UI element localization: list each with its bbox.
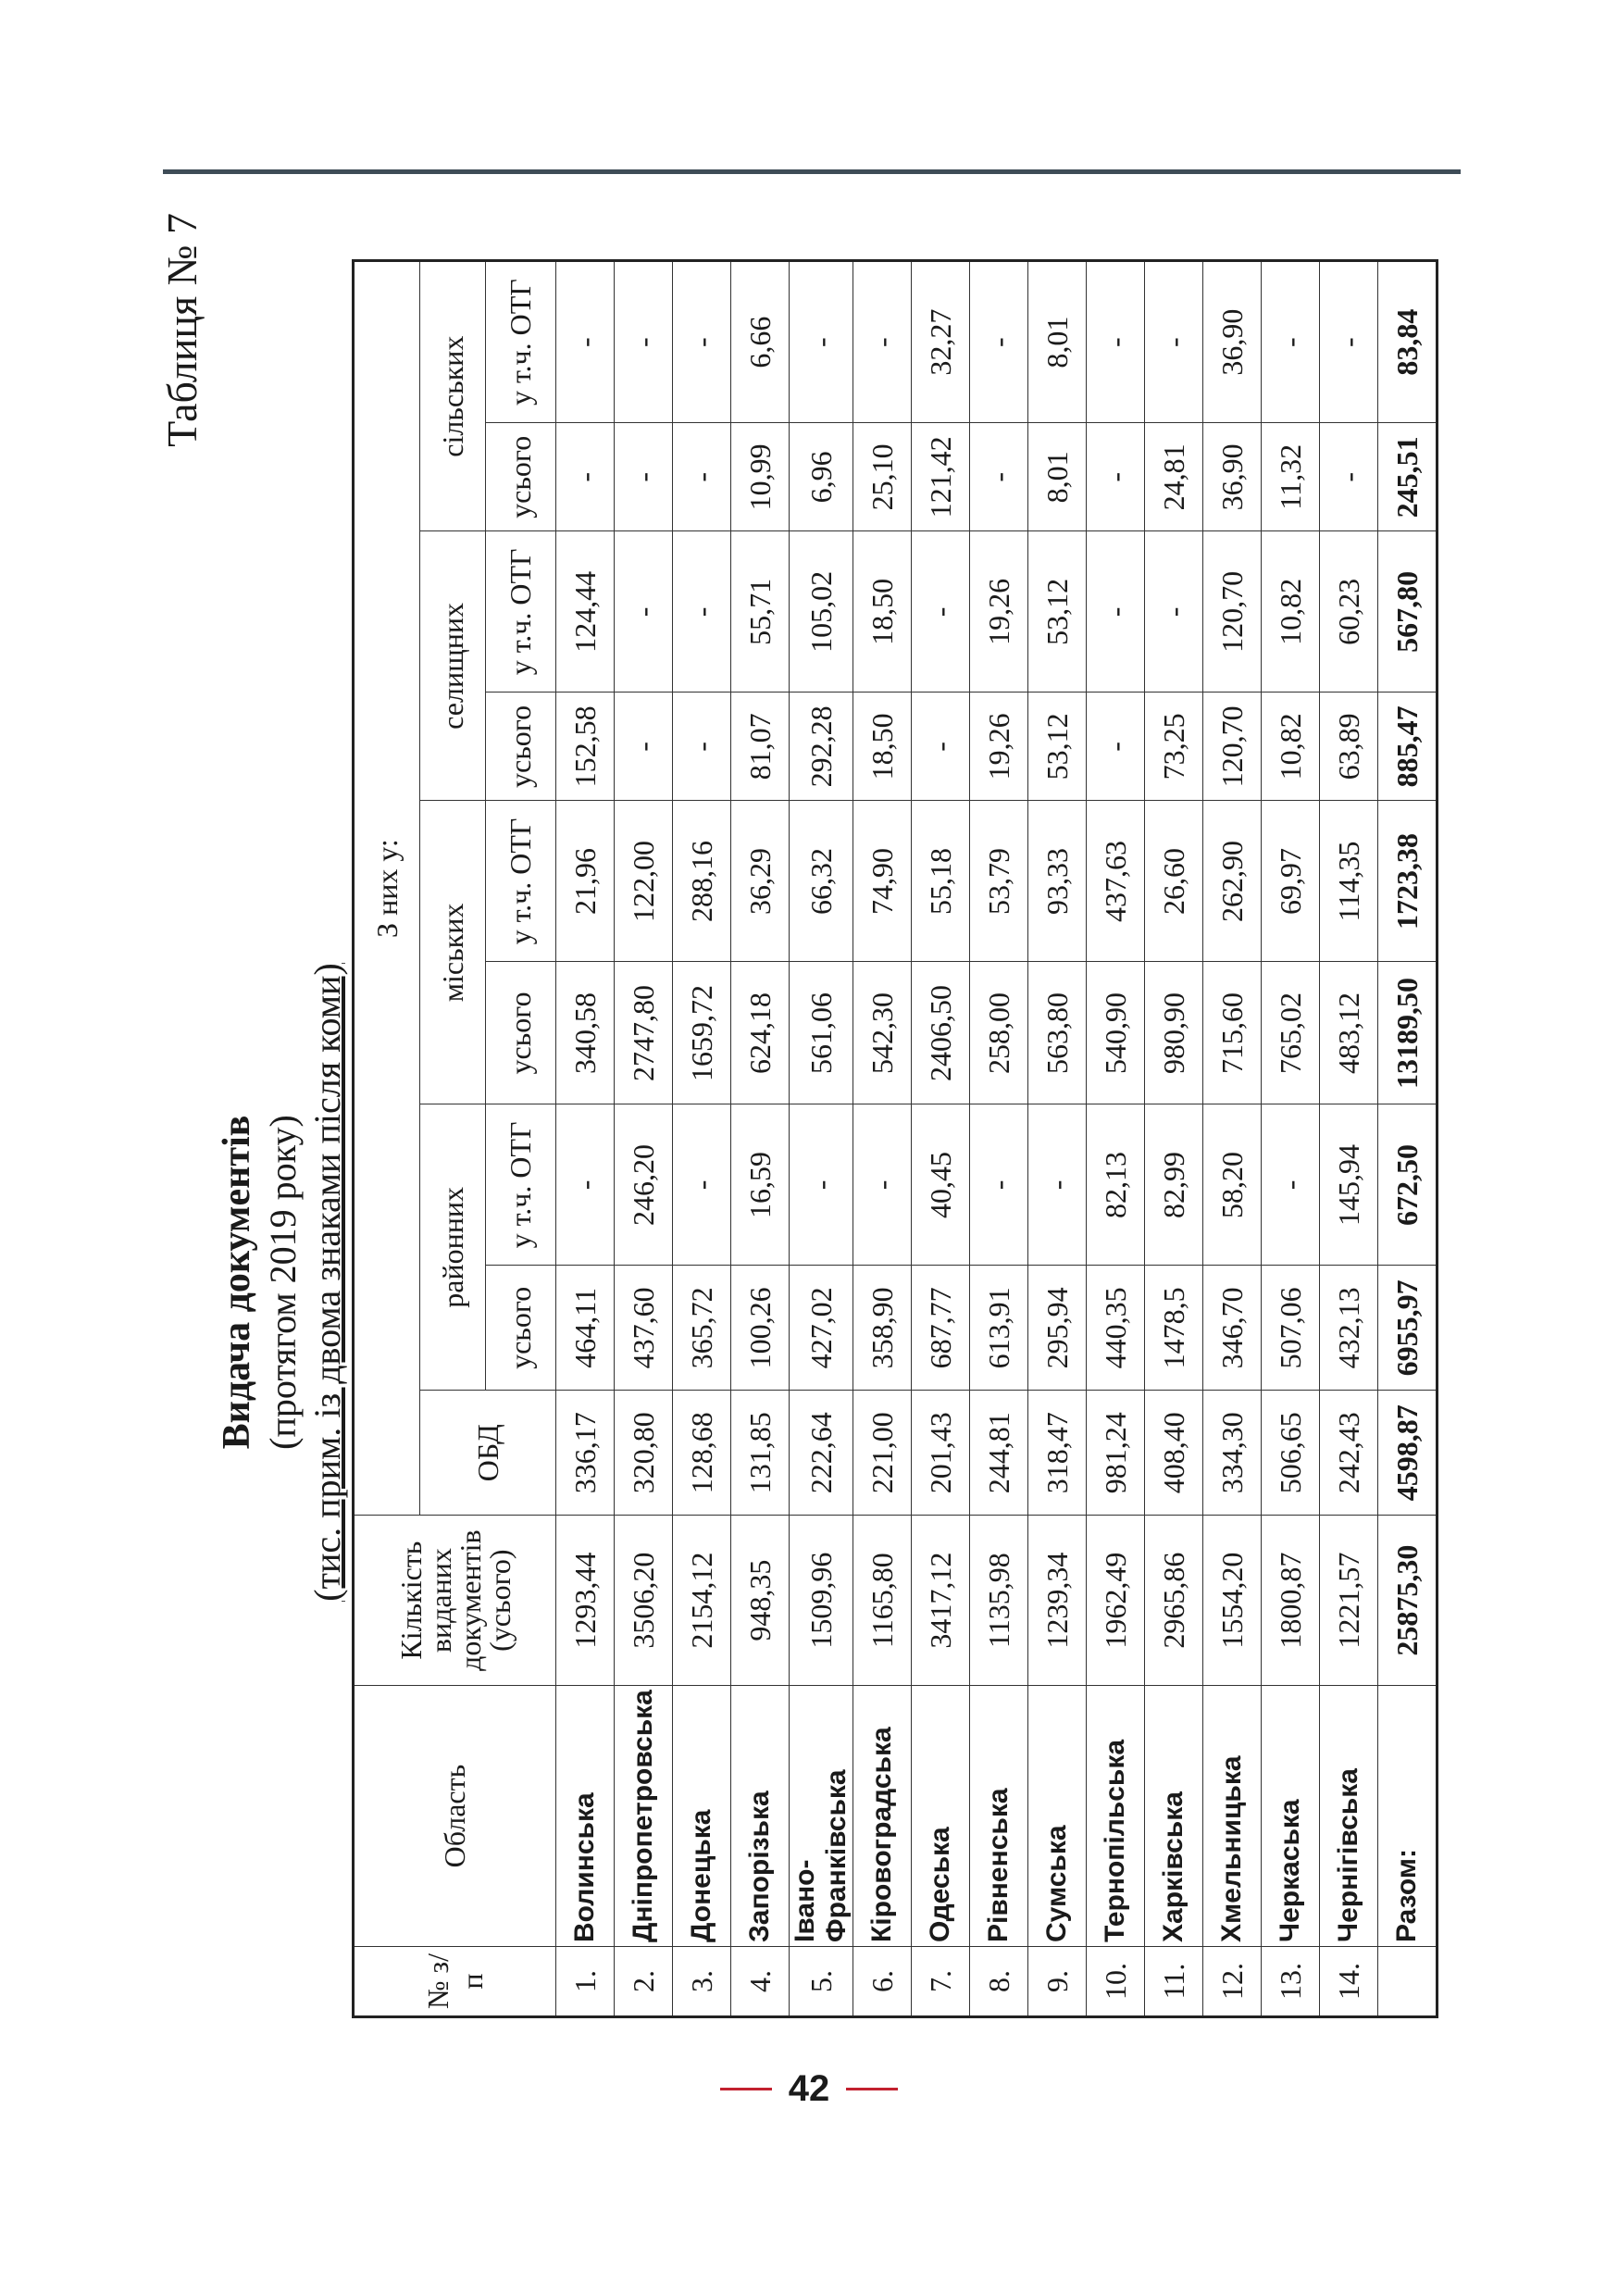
cell-r-all: 507,06 [1262,1266,1320,1391]
footer-dash-right [846,2088,898,2090]
cell-s-otg: 19,26 [970,531,1028,693]
cell-s-all: - [615,693,673,801]
row-number: 1. [556,1947,615,2017]
header-group-district: районних [420,1104,486,1391]
cell-count: 1509,96 [790,1516,853,1686]
cell-s-all: 152,58 [556,693,615,801]
cell-r-otg: 82,99 [1145,1104,1203,1266]
header-of-which: З них у: [354,261,420,1516]
cell-obd: 334,30 [1203,1391,1262,1516]
row-region: Тернопільська [1087,1686,1145,1947]
cell-m-otg: 288,16 [673,801,731,962]
cell-v-otg: - [853,261,912,423]
table-subtitle: (протягом 2019 року) [262,1115,304,1450]
cell-count: 3506,20 [615,1516,673,1686]
rotated-page-content [157,176,1481,2102]
row-number: 9. [1028,1947,1087,2017]
table-row [970,261,1028,2017]
header-otg: у т.ч. ОТГ [486,261,556,423]
cell-m-all: 765,02 [1262,962,1320,1104]
header-region: Область [354,1686,556,1947]
cell-r-all: 365,72 [673,1266,731,1391]
header-num: № з/п [354,1947,556,2017]
cell-r-otg: 246,20 [615,1104,673,1266]
cell-r-all: 1478,5 [1145,1266,1203,1391]
cell-obd: 221,00 [853,1391,912,1516]
row-region: Черкаська [1262,1686,1320,1947]
table-row [1203,261,1262,2017]
cell-obd: 201,43 [912,1391,970,1516]
cell-s-otg: - [912,531,970,693]
cell-v-all: - [556,423,615,531]
cell-v-all: 10,99 [731,423,790,531]
cell-r-otg: - [1028,1104,1087,1266]
row-region: Чернігівська [1320,1686,1378,1947]
cell-v-otg: - [970,261,1028,423]
row-number: 13. [1262,1947,1320,2017]
row-region: Сумська [1028,1686,1087,1947]
cell-v-all: 6,96 [790,423,853,531]
cell-r-otg: 82,13 [1087,1104,1145,1266]
cell-obd: 131,85 [731,1391,790,1516]
cell-r-all: 346,70 [1203,1266,1262,1391]
cell-obd: 222,64 [790,1391,853,1516]
cell-v-otg: - [1087,261,1145,423]
cell-m-otg: 437,63 [1087,801,1145,962]
cell-m-otg: 69,97 [1262,801,1320,962]
cell-v-otg: - [790,261,853,423]
cell-m-otg: 262,90 [1203,801,1262,962]
total-r-otg: 672,50 [1378,1104,1438,1266]
cell-v-otg: 6,66 [731,261,790,423]
total-label: Разом: [1378,1686,1438,1947]
cell-r-otg: - [556,1104,615,1266]
table-row [1087,261,1145,2017]
cell-count: 3417,12 [912,1516,970,1686]
cell-s-otg: 60,23 [1320,531,1378,693]
cell-v-all: 24,81 [1145,423,1203,531]
footer-dash-left [720,2088,772,2090]
cell-v-all: - [1087,423,1145,531]
row-region: Дніпропетровська [615,1686,673,1947]
cell-count: 2154,12 [673,1516,731,1686]
row-region: Кіровоградська [853,1686,912,1947]
table-row [1320,261,1378,2017]
cell-count: 1165,80 [853,1516,912,1686]
cell-v-otg: - [556,261,615,423]
cell-v-all: 8,01 [1028,423,1087,531]
cell-m-otg: 93,33 [1028,801,1087,962]
row-region: Волинська [556,1686,615,1947]
total-number-empty [1378,1947,1438,2017]
total-row [1378,261,1438,2017]
cell-m-all: 258,00 [970,962,1028,1104]
cell-s-otg: 18,50 [853,531,912,693]
header-otg: у т.ч. ОТГ [486,801,556,962]
cell-s-otg: - [615,531,673,693]
cell-v-otg: 32,27 [912,261,970,423]
header-total: усього [486,1266,556,1391]
cell-s-otg: - [1087,531,1145,693]
total-m-otg: 1723,38 [1378,801,1438,962]
cell-r-all: 687,77 [912,1266,970,1391]
row-number: 6. [853,1947,912,2017]
table-row [1262,261,1320,2017]
table-row [853,261,912,2017]
cell-s-all: - [1087,693,1145,801]
cell-v-otg: 36,90 [1203,261,1262,423]
cell-m-all: 563,80 [1028,962,1087,1104]
cell-m-otg: 114,35 [1320,801,1378,962]
table-row [1028,261,1087,2017]
cell-v-otg: - [615,261,673,423]
cell-obd: 242,43 [1320,1391,1378,1516]
total-r-all: 6955,97 [1378,1266,1438,1391]
cell-v-all: 121,42 [912,423,970,531]
cell-obd: 336,17 [556,1391,615,1516]
cell-m-otg: 74,90 [853,801,912,962]
table-row [673,261,731,2017]
cell-v-all: 11,32 [1262,423,1320,531]
cell-s-otg: 105,02 [790,531,853,693]
row-region: Харківська [1145,1686,1203,1947]
cell-r-otg: - [970,1104,1028,1266]
cell-s-all: - [912,693,970,801]
row-region: Одеська [912,1686,970,1947]
cell-obd: 506,65 [1262,1391,1320,1516]
cell-m-otg: 26,60 [1145,801,1203,962]
total-s-all: 885,47 [1378,693,1438,801]
cell-count: 1135,98 [970,1516,1028,1686]
cell-r-all: 440,35 [1087,1266,1145,1391]
cell-m-otg: 122,00 [615,801,673,962]
cell-count: 1293,44 [556,1516,615,1686]
cell-r-otg: - [853,1104,912,1266]
total-s-otg: 567,80 [1378,531,1438,693]
cell-v-all: 25,10 [853,423,912,531]
cell-r-all: 437,60 [615,1266,673,1391]
cell-r-otg: 40,45 [912,1104,970,1266]
cell-obd: 318,47 [1028,1391,1087,1516]
cell-count: 2965,86 [1145,1516,1203,1686]
cell-s-all: 292,28 [790,693,853,801]
cell-obd: 128,68 [673,1391,731,1516]
table-row [790,261,853,2017]
cell-r-otg: 16,59 [731,1104,790,1266]
header-count: Кількість виданих документів (усього) [354,1516,556,1686]
total-v-all: 245,51 [1378,423,1438,531]
row-number: 11. [1145,1947,1203,2017]
cell-r-otg: - [790,1104,853,1266]
header-otg: у т.ч. ОТГ [486,1104,556,1266]
cell-m-otg: 55,18 [912,801,970,962]
cell-s-otg: - [1145,531,1203,693]
cell-m-all: 542,30 [853,962,912,1104]
cell-s-all: 120,70 [1203,693,1262,801]
row-region: Хмельницька [1203,1686,1262,1947]
cell-r-otg: 58,20 [1203,1104,1262,1266]
row-region: Донецька [673,1686,731,1947]
cell-s-all: 18,50 [853,693,912,801]
cell-v-otg: - [1145,261,1203,423]
total-m-all: 13189,50 [1378,962,1438,1104]
cell-v-otg: - [1262,261,1320,423]
cell-m-all: 2406,50 [912,962,970,1104]
header-group-village: сільських [420,261,486,531]
row-number: 8. [970,1947,1028,2017]
row-region: Івано-Франківська [790,1686,853,1947]
cell-s-all: 73,25 [1145,693,1203,801]
row-region: Рівненська [970,1686,1028,1947]
header-group-settlement: селищних [420,531,486,801]
total-v-otg: 83,84 [1378,261,1438,423]
cell-m-all: 561,06 [790,962,853,1104]
row-number: 5. [790,1947,853,2017]
total-count: 25875,30 [1378,1516,1438,1686]
cell-r-all: 295,94 [1028,1266,1087,1391]
total-obd: 4598,87 [1378,1391,1438,1516]
header-total: усього [486,693,556,801]
cell-s-all: 63,89 [1320,693,1378,801]
cell-r-otg: 145,94 [1320,1104,1378,1266]
cell-count: 1554,20 [1203,1516,1262,1686]
cell-count: 948,35 [731,1516,790,1686]
cell-s-all: 10,82 [1262,693,1320,801]
cell-obd: 981,24 [1087,1391,1145,1516]
cell-m-all: 540,90 [1087,962,1145,1104]
cell-r-otg: - [673,1104,731,1266]
table-row [912,261,970,2017]
row-number: 2. [615,1947,673,2017]
cell-r-all: 432,13 [1320,1266,1378,1391]
header-total: усього [486,423,556,531]
table-row [1145,261,1203,2017]
cell-s-otg: - [673,531,731,693]
cell-v-otg: - [1320,261,1378,423]
cell-v-all: - [970,423,1028,531]
title-block [213,463,350,2102]
cell-s-otg: 124,44 [556,531,615,693]
cell-v-all: - [1320,423,1378,531]
top-rule [163,169,1461,174]
page-footer [0,2061,1618,2116]
cell-s-all: 81,07 [731,693,790,801]
table-title: Видача документів [216,1115,258,1450]
cell-count: 1221,57 [1320,1516,1378,1686]
row-region: Запорізька [731,1686,790,1947]
row-number: 4. [731,1947,790,2017]
cell-r-all: 427,02 [790,1266,853,1391]
cell-r-all: 464,11 [556,1266,615,1391]
cell-s-all: 19,26 [970,693,1028,801]
units-note: (тис. прим. із двома знаками після коми) [306,963,348,1602]
cell-m-all: 624,18 [731,962,790,1104]
header-obd: ОБД [420,1391,556,1516]
cell-m-all: 483,12 [1320,962,1378,1104]
table-number: Таблиця № 7 [158,213,205,447]
cell-r-all: 613,91 [970,1266,1028,1391]
cell-v-all: - [673,423,731,531]
cell-obd: 408,40 [1145,1391,1203,1516]
cell-m-all: 340,58 [556,962,615,1104]
cell-s-otg: 55,71 [731,531,790,693]
cell-r-all: 100,26 [731,1266,790,1391]
cell-m-otg: 53,79 [970,801,1028,962]
documents-table [352,259,1438,2018]
row-number: 14. [1320,1947,1378,2017]
row-number: 10. [1087,1947,1145,2017]
cell-m-otg: 36,29 [731,801,790,962]
cell-obd: 320,80 [615,1391,673,1516]
cell-v-otg: 8,01 [1028,261,1087,423]
cell-m-all: 1659,72 [673,962,731,1104]
cell-v-all: - [615,423,673,531]
cell-r-otg: - [1262,1104,1320,1266]
table-row [615,261,673,2017]
row-number: 3. [673,1947,731,2017]
cell-r-all: 358,90 [853,1266,912,1391]
page-number: 42 [788,2067,830,2109]
cell-s-otg: 120,70 [1203,531,1262,693]
cell-s-otg: 10,82 [1262,531,1320,693]
cell-m-otg: 66,32 [790,801,853,962]
header-otg: у т.ч. ОТГ [486,531,556,693]
cell-m-all: 715,60 [1203,962,1262,1104]
cell-obd: 244,81 [970,1391,1028,1516]
cell-m-otg: 21,96 [556,801,615,962]
table-row [556,261,615,2017]
cell-s-all: 53,12 [1028,693,1087,801]
cell-count: 1962,49 [1087,1516,1145,1686]
table-row [731,261,790,2017]
header-total: усього [486,962,556,1104]
row-number: 12. [1203,1947,1262,2017]
header-group-city: міських [420,801,486,1104]
cell-s-otg: 53,12 [1028,531,1087,693]
cell-v-otg: - [673,261,731,423]
cell-s-all: - [673,693,731,801]
cell-v-all: 36,90 [1203,423,1262,531]
cell-m-all: 2747,80 [615,962,673,1104]
cell-count: 1800,87 [1262,1516,1320,1686]
row-number: 7. [912,1947,970,2017]
cell-m-all: 980,90 [1145,962,1203,1104]
cell-count: 1239,34 [1028,1516,1087,1686]
